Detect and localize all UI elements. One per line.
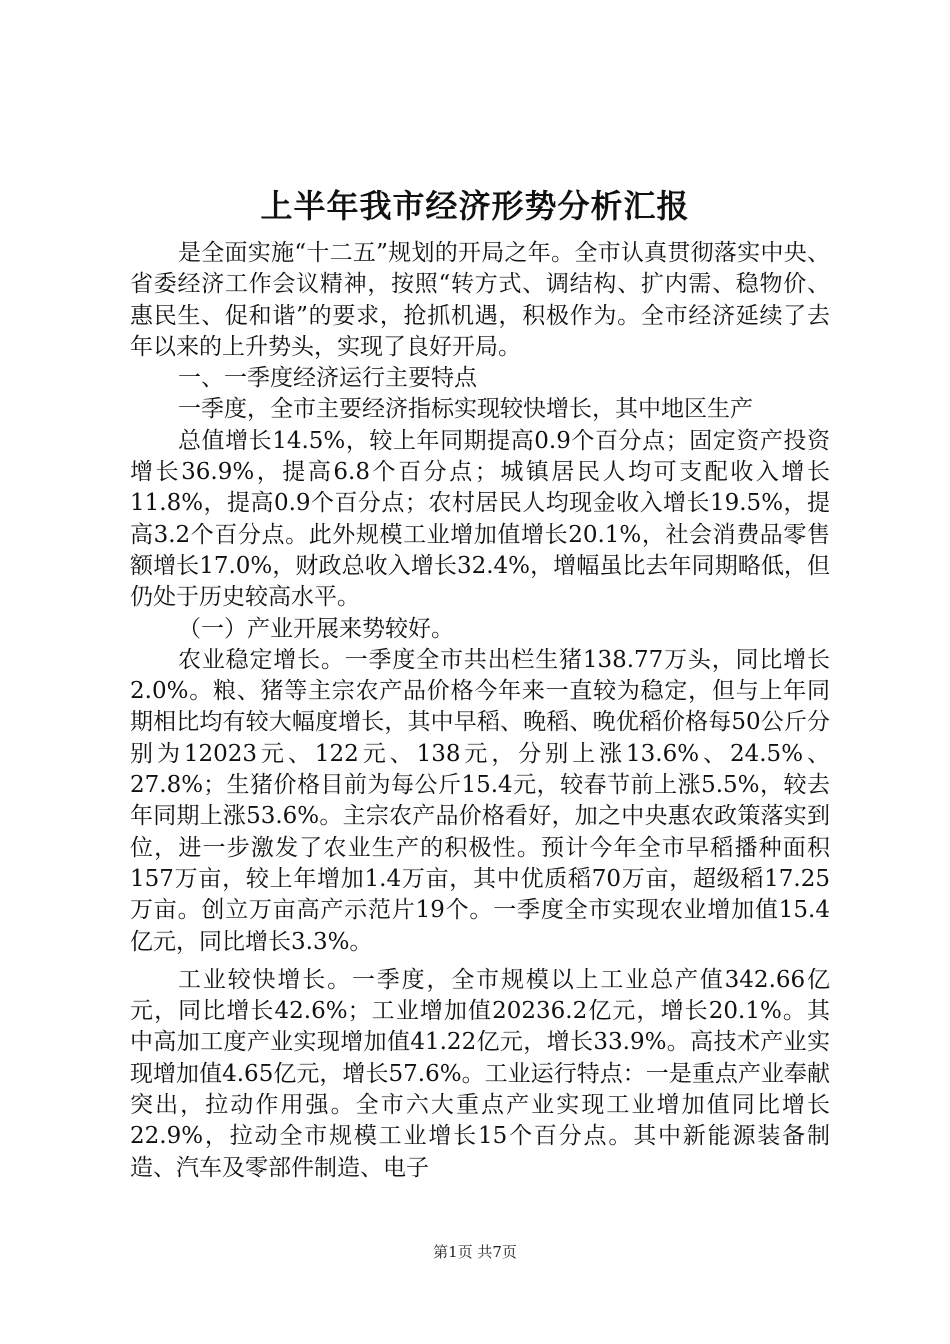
paragraph-q1-lead: 一季度，全市主要经济指标实现较快增长，其中地区生产 [178, 396, 753, 423]
paragraph-industry: 工业较快增长。一季度，全市规模以上工业总产值342.66亿元，同比增长42.6%；工业增加值20236.2亿元，增长20.1%。其中高加工度产业实现增加值41.22亿元，增长33.9%。高技术产业实现增加值4.65亿元，增长57.6%。工业运行特点：一是重点产业奉献突出，拉动作用强。全市六大重点产业实现工业增加值同比增长22.9%，拉动全市规模工业增长15个百分点。其中新能源装备制造、汽车及零部件制造、电子 [130, 966, 830, 1181]
page-footer: 第1页 共7页 [433, 1243, 517, 1261]
document-title: 上半年我市经济形势分析汇报 [260, 187, 690, 225]
paragraph-intro: 是全面实施“十二五”规划的开局之年。全市认真贯彻落实中央、省委经济工作会议精神，按照“转方式、调结构、扩内需、稳物价、惠民生、促和谐”的要求，抢抓机遇，积极作为。全市经济延续了去年以来的上升势头，实现了良好开局。 [130, 240, 830, 360]
paragraph-agriculture: 农业稳定增长。一季度全市共出栏生猪138.77万头，同比增长2.0%。粮、猪等主宗农产品价格今年来一直较为稳定，但与上年同期相比均有较大幅度增长，其中早稻、晚稻、晚优稻价格每50公斤分别为12023元、122元、138元，分别上涨13.6%、24.5%、27.8%；生猪价格目前为每公斤15.4元，较春节前上涨5.5%，较去年同期上涨53.6%。主宗农产品价格看好，加之中央惠农政策落实到位，进一步激发了农业生产的积极性。预计今年全市早稻播种面积157万亩，较上年增加1.4万亩，其中优质稻70万亩，超级稻17.25万亩。创立万亩高产示范片19个。一季度全市实现农业增加值15.4亿元，同比增长3.3%。 [130, 646, 830, 955]
subsection-heading-1: （一）产业开展来势较好。 [178, 615, 454, 642]
paragraph-q1-indicators: 总值增长14.5%，较上年同期提高0.9个百分点；固定资产投资增长36.9%，提高6.8个百分点；城镇居民人均可支配收入增长11.8%，提高0.9个百分点；农村居民人均现金收入增长19.5%，提高3.2个百分点。此外规模工业增加值增长20.1%，社会消费品零售额增长17.0%，财政总收入增长32.4%，增幅虽比去年同期略低，但仍处于历史较高水平。 [130, 427, 830, 611]
section-heading-1: 一、一季度经济运行主要特点 [178, 365, 477, 392]
document-body [130, 238, 830, 1184]
